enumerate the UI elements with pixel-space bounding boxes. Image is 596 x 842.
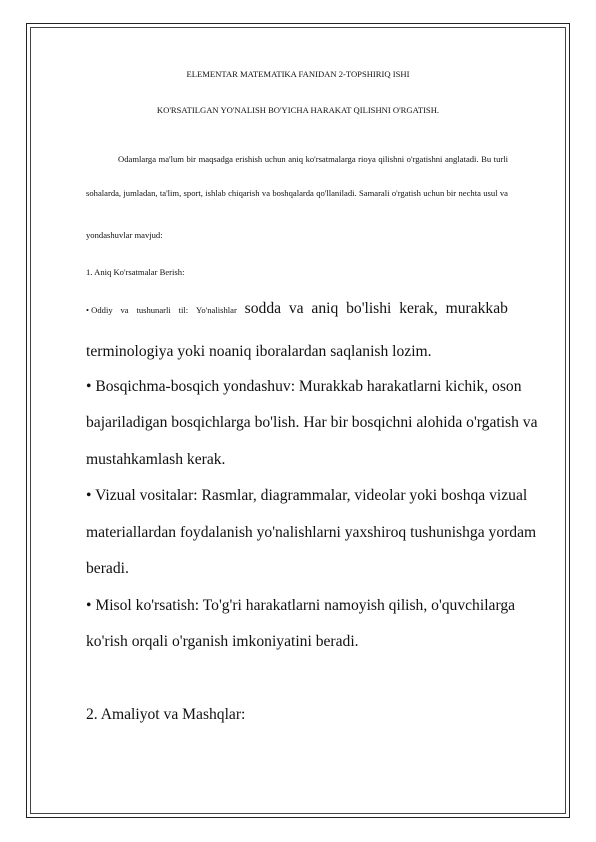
bullet-1-word: til:: [178, 305, 189, 315]
section-2-heading: 2. Amaliyot va Mashqlar:: [86, 706, 246, 723]
bullet-4-line-2: ko'rish orqali o'rganish imkoniyatini beradi.: [86, 633, 359, 650]
bullet-2-line-2: bajariladigan bosqichlarga bo'lish. Har bir bosqichni alohida o'rgatish va: [86, 414, 538, 431]
section-1-heading: 1. Aniq Ko'rsatmalar Berish:: [86, 267, 185, 277]
bullet-1-word: murakkab: [445, 300, 508, 317]
document-subtitle: KO'RSATILGAN YO'NALISH BO'YICHA HARAKAT QILISHNI O'RGATISH.: [156, 105, 440, 115]
bullet-1-word: sodda: [244, 300, 282, 317]
intro-line-2: sohalarda, jumladan, ta'lim, sport, ishlab chiqarish va boshqalarda qo'llaniladi. Samarali o'rgatish uchun bir nechta usul va: [86, 188, 508, 198]
bullet-1-line-1: [86, 300, 508, 318]
intro-line-1: Odamlarga ma'lum bir maqsadga erishish uchun aniq ko'rsatmalarga rioya qilishni o'rgatishni anglatadi. Bu turli: [118, 154, 508, 164]
bullet-3-line-3: beradi.: [86, 560, 129, 577]
intro-line-3: yondashuvlar mavjud:: [86, 230, 163, 240]
bullet-1-word: va: [288, 300, 304, 317]
bullet-2-line-1: • Bosqichma-bosqich yondashuv: Murakkab harakatlarni kichik, oson: [86, 378, 522, 395]
bullet-3-line-1: • Vizual vositalar: Rasmlar, diagrammalar, videolar yoki boshqa vizual: [86, 487, 528, 504]
bullet-1-word: va: [120, 305, 129, 315]
bullet-1-word: aniq: [311, 300, 339, 317]
bullet-1-word: bo'lishi: [346, 300, 392, 317]
bullet-4-line-1: • Misol ko'rsatish: To'g'ri harakatlarni namoyish qilish, o'quvchilarga: [86, 597, 516, 614]
bullet-1-word: tushunarli: [136, 305, 171, 315]
document-title: ELEMENTAR MATEMATIKA FANIDAN 2-TOPSHIRIQ ISHI: [186, 69, 410, 79]
bullet-1-word: Yo'nalishlar: [196, 305, 237, 315]
bullet-3-line-2: materiallardan foydalanish yo'nalishlarni yaxshiroq tushunishga yordam: [86, 524, 537, 541]
bullet-1-line-2: terminologiya yoki noaniq iboralardan saqlanish lozim.: [86, 343, 432, 360]
bullet-2-line-3: mustahkamlash kerak.: [86, 451, 226, 468]
bullet-1-word: kerak,: [399, 300, 438, 317]
bullet-1-word: • Oddiy: [86, 305, 113, 315]
